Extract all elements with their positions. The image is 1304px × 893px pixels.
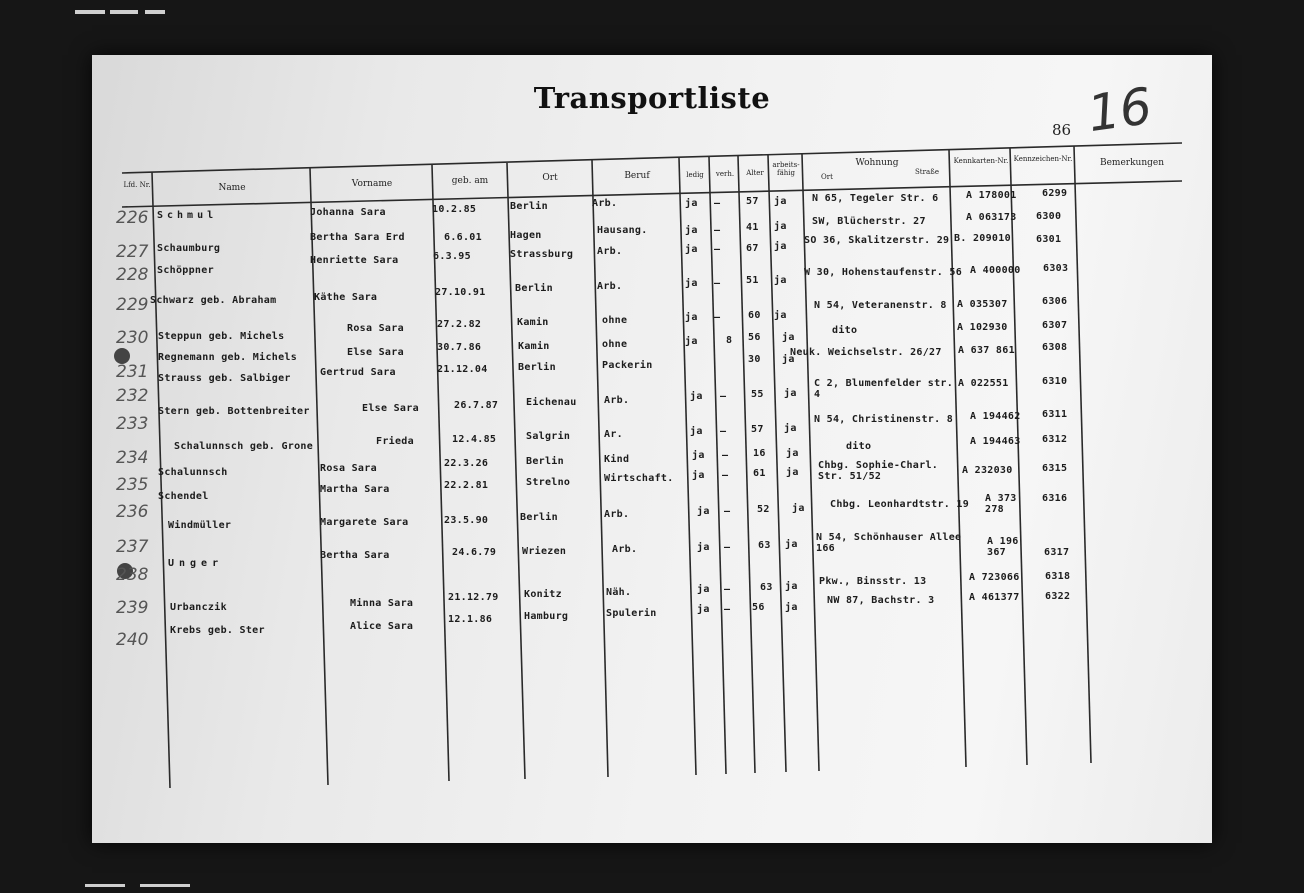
cell-name: Unger	[168, 558, 224, 569]
cell-verh: –	[714, 244, 721, 255]
cell-beruf: Arb.	[597, 281, 623, 292]
cell-wohnung: SO 36, Skalitzerstr. 29	[804, 235, 950, 246]
cell-geb: 12.4.85	[452, 434, 497, 445]
row-number: 231	[116, 362, 149, 382]
header-wohnung-ort: Ort	[821, 173, 833, 181]
cell-ort: Kamin	[517, 317, 549, 328]
cell-kennzeichen: 6303	[1043, 263, 1069, 274]
page-title: Transportliste	[533, 81, 771, 115]
cell-kennzeichen: 6299	[1042, 188, 1068, 199]
header-ort: Ort	[542, 173, 558, 183]
cell-kennkarte: A 035307	[957, 299, 1008, 310]
header-kennkarten-nr: Kennkarten-Nr.	[953, 157, 1009, 165]
cell-arbeitsfaehig: ja	[786, 467, 799, 478]
cell-wohnung: dito	[832, 325, 858, 336]
cell-vorname: Else Sara	[362, 403, 419, 414]
cell-arbeitsfaehig: ja	[774, 241, 787, 252]
cell-ledig: ja	[690, 391, 703, 402]
cell-kennzeichen: 6308	[1042, 342, 1068, 353]
cell-geb: 27.2.82	[437, 319, 482, 330]
cell-verh: –	[714, 312, 721, 323]
cell-vorname: Rosa Sara	[320, 463, 377, 474]
cell-verh: –	[714, 278, 721, 289]
row-number: 227	[116, 242, 149, 262]
document-sheet	[92, 55, 1212, 843]
cell-kennzeichen: 6316	[1042, 493, 1068, 504]
cell-arbeitsfaehig: ja	[784, 388, 797, 399]
row-number: 238	[116, 565, 149, 585]
cell-ort: Konitz	[524, 589, 562, 600]
cell-alter: 41	[746, 222, 759, 233]
cell-alter: 16	[753, 448, 766, 459]
cell-name: Urbanczik	[170, 602, 227, 613]
cell-geb: 10.2.85	[432, 204, 477, 215]
cell-verh: –	[724, 604, 731, 615]
cell-beruf: Hausang.	[597, 225, 648, 236]
cell-alter: 57	[746, 196, 759, 207]
cell-vorname: Rosa Sara	[347, 323, 404, 334]
cell-ort: Berlin	[510, 201, 548, 212]
cell-name: Schmul	[157, 210, 218, 221]
cell-kennzeichen: 6306	[1042, 296, 1068, 307]
cell-beruf: Arb.	[604, 395, 630, 406]
header-kennzeichen-nr: Kennzeichen-Nr.	[1013, 155, 1073, 163]
cell-wohnung: N 54, Schönhauser Allee 166	[816, 532, 962, 554]
cell-kennzeichen: 6315	[1042, 463, 1068, 474]
cell-geb: 21.12.79	[448, 592, 499, 603]
cell-ort: Kamin	[518, 341, 550, 352]
row-number: 235	[116, 475, 149, 495]
cell-beruf: Arb.	[604, 509, 630, 520]
cell-ledig: ja	[685, 278, 698, 289]
header-wohnung: Wohnung	[855, 158, 899, 168]
cell-name: Stern geb. Bottenbreiter	[158, 406, 310, 417]
cell-arbeitsfaehig: ja	[784, 423, 797, 434]
cell-kennzeichen: 6318	[1045, 571, 1071, 582]
cell-vorname: Margarete Sara	[320, 517, 409, 528]
film-mark	[140, 884, 190, 887]
cell-verh: –	[724, 542, 731, 553]
cell-name: Schöppner	[157, 265, 214, 276]
cell-alter: 61	[753, 468, 766, 479]
header-strasse: Straße	[915, 168, 939, 176]
cell-alter: 56	[752, 602, 765, 613]
cell-wohnung: W 30, Hohenstaufenstr. 56	[804, 267, 963, 278]
row-number: 228	[116, 265, 149, 285]
cell-verh: –	[722, 450, 729, 461]
cell-kennkarte: A 461377	[969, 592, 1020, 603]
cell-beruf: Ar.	[604, 429, 623, 440]
cell-verh: –	[714, 198, 721, 209]
cell-ledig: ja	[690, 426, 703, 437]
cell-vorname: Henriette Sara	[310, 255, 399, 266]
cell-name: Windmüller	[168, 520, 232, 531]
cell-geb: 23.5.90	[444, 515, 489, 526]
header-bemerkungen: Bemerkungen	[1099, 158, 1165, 168]
cell-geb: 22.2.81	[444, 480, 489, 491]
cell-kennzeichen: 6322	[1045, 591, 1071, 602]
cell-arbeitsfaehig: ja	[786, 448, 799, 459]
cell-ledig: ja	[685, 198, 698, 209]
cell-ort: Berlin	[520, 512, 558, 523]
cell-geb: 6.6.01	[444, 232, 482, 243]
cell-ledig: ja	[692, 470, 705, 481]
cell-wohnung: NW 87, Bachstr. 3	[827, 595, 935, 606]
cell-kennkarte: A 400000	[970, 265, 1021, 276]
cell-ledig: ja	[692, 450, 705, 461]
header-verh: verh.	[715, 170, 735, 178]
cell-ledig: ja	[685, 336, 698, 347]
cell-arbeitsfaehig: ja	[774, 196, 787, 207]
page-number: 86	[1052, 121, 1072, 139]
cell-alter: 56	[748, 332, 761, 343]
cell-ort: Strelno	[526, 477, 571, 488]
cell-ledig: ja	[697, 604, 710, 615]
cell-geb: 27.10.91	[435, 287, 486, 298]
cell-wohnung: Chbg. Leonhardtstr. 19	[830, 499, 970, 510]
cell-name: Strauss geb. Salbiger	[158, 373, 291, 384]
header-geb-am: geb. am	[451, 176, 489, 186]
cell-name: Krebs geb. Ster	[170, 625, 265, 636]
cell-kennkarte: A 178001	[966, 190, 1017, 201]
cell-kennzeichen: 6310	[1042, 376, 1068, 387]
cell-kennkarte: A 102930	[957, 322, 1008, 333]
row-number: 239	[116, 598, 149, 618]
cell-alter: 67	[746, 243, 759, 254]
cell-arbeitsfaehig: ja	[774, 275, 787, 286]
film-mark	[145, 10, 165, 14]
film-mark	[85, 884, 125, 887]
row-number: 240	[116, 630, 149, 650]
header-alter: Alter	[746, 169, 764, 177]
cell-verh: –	[720, 391, 727, 402]
cell-alter: 63	[758, 540, 771, 551]
cell-verh: 8	[726, 335, 733, 346]
cell-kennkarte: A 232030	[962, 465, 1013, 476]
cell-ort: Hamburg	[524, 611, 569, 622]
cell-wohnung: N 65, Tegeler Str. 6	[812, 193, 939, 204]
cell-arbeitsfaehig: ja	[782, 354, 795, 365]
cell-ledig: ja	[697, 584, 710, 595]
row-number: 229	[116, 295, 149, 315]
cell-arbeitsfaehig: ja	[792, 503, 805, 514]
cell-alter: 55	[751, 389, 764, 400]
cell-beruf: Arb.	[612, 544, 638, 555]
cell-ort: Salgrin	[526, 431, 571, 442]
cell-arbeitsfaehig: ja	[785, 581, 798, 592]
cell-beruf: ohne	[602, 315, 628, 326]
cell-vorname: Alice Sara	[350, 621, 414, 632]
cell-kennzeichen: 6300	[1036, 211, 1062, 222]
cell-geb: 30.7.86	[437, 342, 482, 353]
cell-wohnung: dito	[846, 441, 872, 452]
cell-vorname: Gertrud Sara	[320, 367, 396, 378]
cell-geb: 12.1.86	[448, 614, 493, 625]
cell-geb: 22.3.26	[444, 458, 489, 469]
cell-ledig: ja	[697, 506, 710, 517]
cell-geb: 21.12.04	[437, 364, 488, 375]
cell-alter: 30	[748, 354, 761, 365]
cell-beruf: Arb.	[597, 246, 623, 257]
cell-kennzeichen: 6311	[1042, 409, 1068, 420]
cell-name: Schaumburg	[157, 243, 221, 254]
cell-kennkarte: A 194463	[970, 436, 1021, 447]
cell-ledig: ja	[685, 244, 698, 255]
cell-kennzeichen: 6301	[1036, 234, 1062, 245]
cell-wohnung: C 2, Blumenfelder str. 4	[814, 378, 954, 400]
handwritten-page-number: 16	[1084, 76, 1156, 144]
row-number: 236	[116, 502, 149, 522]
cell-ort: Strassburg	[510, 249, 574, 260]
cell-beruf: Näh.	[606, 587, 632, 598]
cell-wohnung: Chbg. Sophie-Charl. Str. 51/52	[818, 460, 939, 482]
row-number: 226	[116, 208, 149, 228]
row-number: 237	[116, 537, 149, 557]
cell-verh: –	[724, 506, 731, 517]
cell-ort: Hagen	[510, 230, 542, 241]
cell-verh: –	[724, 584, 731, 595]
cell-kennkarte: A 373 278	[985, 493, 1017, 515]
cell-ort: Berlin	[515, 283, 553, 294]
cell-alter: 57	[751, 424, 764, 435]
cell-vorname: Johanna Sara	[310, 207, 386, 218]
cell-kennkarte: A 022551	[958, 378, 1009, 389]
film-mark	[110, 10, 138, 14]
cell-alter: 51	[746, 275, 759, 286]
row-number: 232	[116, 386, 149, 406]
header-name: Name	[218, 183, 246, 193]
cell-kennkarte: A 637 861	[958, 345, 1015, 356]
cell-beruf: Spulerin	[606, 608, 657, 619]
cell-kennkarte: B. 209010	[954, 233, 1011, 244]
cell-vorname: Käthe Sara	[314, 292, 378, 303]
cell-wohnung: SW, Blücherstr. 27	[812, 216, 926, 227]
cell-verh: –	[722, 470, 729, 481]
cell-vorname: Frieda	[376, 436, 414, 447]
cell-beruf: Kind	[604, 454, 630, 465]
cell-kennkarte: A 723066	[969, 572, 1020, 583]
cell-ort: Berlin	[518, 362, 556, 373]
cell-beruf: Packerin	[602, 360, 653, 371]
cell-wohnung: N 54, Veteranenstr. 8	[814, 300, 947, 311]
cell-wohnung: Pkw., Binsstr. 13	[819, 576, 927, 587]
cell-name: Schalunnsch	[158, 467, 228, 478]
cell-verh: –	[714, 225, 721, 236]
cell-kennzeichen: 6312	[1042, 434, 1068, 445]
cell-verh: –	[720, 426, 727, 437]
cell-ort: Berlin	[526, 456, 564, 467]
cell-name: Regnemann geb. Michels	[158, 352, 298, 363]
row-number: 234	[116, 448, 149, 468]
cell-arbeitsfaehig: ja	[774, 221, 787, 232]
cell-beruf: ohne	[602, 339, 628, 350]
cell-name: Steppun geb. Michels	[158, 331, 285, 342]
cell-kennzeichen: 6307	[1042, 320, 1068, 331]
cell-beruf: Wirtschaft.	[604, 473, 674, 484]
film-mark	[75, 10, 105, 14]
cell-geb: 6.3.95	[433, 251, 471, 262]
cell-ledig: ja	[697, 542, 710, 553]
header-ledig: ledig	[686, 171, 704, 179]
cell-beruf: Arb.	[592, 198, 618, 209]
cell-alter: 52	[757, 504, 770, 515]
cell-vorname: Bertha Sara Erd	[310, 232, 405, 243]
cell-arbeitsfaehig: ja	[785, 539, 798, 550]
cell-kennkarte: A 196 367	[987, 536, 1019, 558]
cell-kennkarte: A 063173	[966, 212, 1017, 223]
header-vorname: Vorname	[351, 179, 393, 189]
cell-kennkarte: A 194462	[970, 411, 1021, 422]
cell-vorname: Bertha Sara	[320, 550, 390, 561]
header-beruf: Beruf	[624, 171, 650, 181]
row-number: 230	[116, 328, 149, 348]
cell-vorname: Else Sara	[347, 347, 404, 358]
cell-ledig: ja	[685, 225, 698, 236]
cell-ledig: ja	[685, 312, 698, 323]
cell-arbeitsfaehig: ja	[782, 332, 795, 343]
cell-wohnung: N 54, Christinenstr. 8	[814, 414, 954, 425]
cell-wohnung: Neuk. Weichselstr. 26/27	[790, 347, 942, 358]
cell-arbeitsfaehig: ja	[774, 310, 787, 321]
cell-arbeitsfaehig: ja	[785, 602, 798, 613]
header-arbeitsfaehig: arbeits-fähig	[772, 161, 800, 177]
cell-kennzeichen: 6317	[1044, 547, 1070, 558]
cell-name: Schendel	[158, 491, 209, 502]
cell-geb: 26.7.87	[454, 400, 499, 411]
row-number: 233	[116, 414, 149, 434]
cell-name: Schwarz geb. Abraham	[150, 295, 277, 306]
cell-geb: 24.6.79	[452, 547, 497, 558]
cell-vorname: Martha Sara	[320, 484, 390, 495]
header-lfd-nr: Lfd. Nr.	[123, 181, 151, 189]
cell-name: Schalunnsch geb. Grone	[174, 441, 314, 452]
cell-alter: 60	[748, 310, 761, 321]
cell-ort: Eichenau	[526, 397, 577, 408]
cell-ort: Wriezen	[522, 546, 567, 557]
cell-alter: 63	[760, 582, 773, 593]
cell-vorname: Minna Sara	[350, 598, 414, 609]
